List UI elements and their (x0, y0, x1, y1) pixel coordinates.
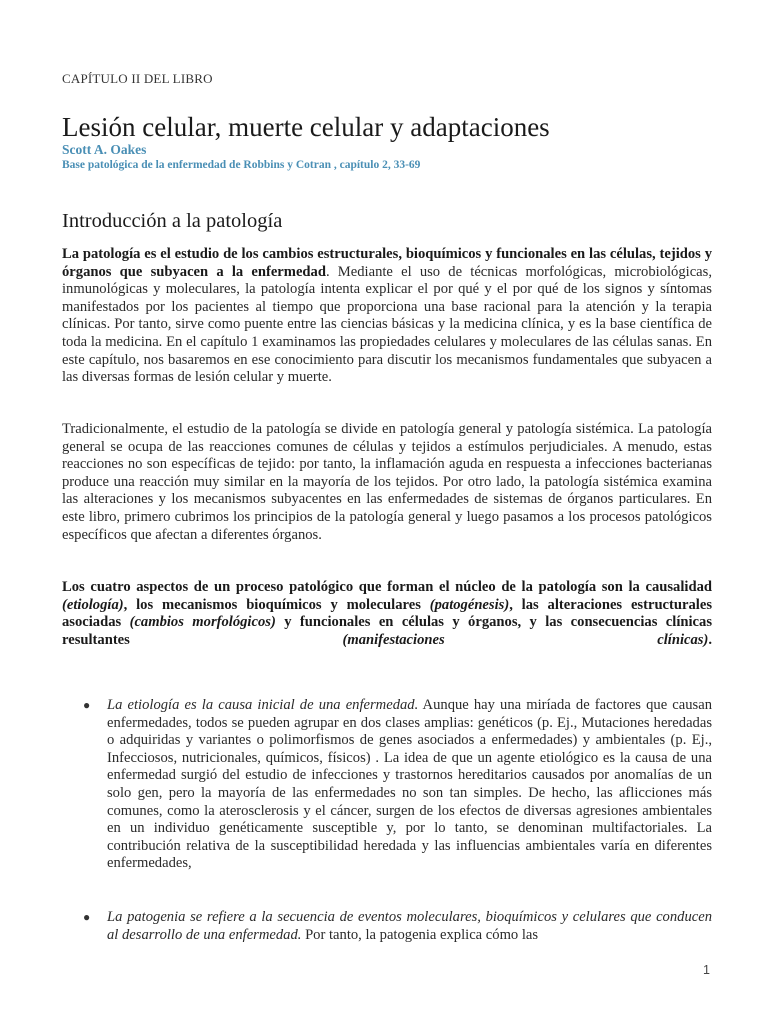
paragraph-intro-bold: La patología es el estudio de los cambios estructurales, bioquímicos y funcionales en las células, tejidos y órganos que subyacen a la enfermedad (62, 246, 712, 280)
bullet-italic-lead: La etiología es la causa inicial de una enfermedad. (107, 697, 419, 713)
four-aspects-term-etiology: (etiología) (62, 596, 124, 613)
paragraph-intro (62, 246, 712, 387)
bullet-marker: ● (83, 910, 91, 924)
bullet-marker: ● (83, 698, 91, 712)
four-aspects-text-a: Los cuatro aspectos de un proceso patológico que forman el núcleo de la patología son la causalidad (62, 579, 712, 595)
list-item (83, 697, 712, 873)
paragraph-four-aspects (62, 579, 712, 649)
four-aspects-term-clinical: (manifestaciones clínicas) (342, 631, 709, 648)
document-title: Lesión celular, muerte celular y adaptaciones (62, 112, 550, 142)
four-aspects-text-c: , los mecanismos bioquímicos y moleculares (123, 596, 430, 613)
author-name: Scott A. Oakes (62, 142, 147, 157)
paragraph-intro-text: . Mediante el uso de técnicas morfológicas, microbiológicas, inmunológicas y moleculares, la patología intenta explicar el por qué y el por qué de los signos y síntomas manifestados por los pacientes al tiempo que proporciona una base racional para la atención y la terapia clínicas. Por tanto, sirve como puente entre las ciencias básicas y la medicina clínica, y es la base científica de toda la medicina. En el capítulo 1 examinamos las propiedades celulares y moleculares de las células sanas. En este capítulo, nos basaremos en ese conocimiento para discutir los mecanismos fundamentales que subyacen a las diversas formas de lesión celular y muerte. (62, 263, 712, 386)
bullet-text: Por tanto, la patogenia explica cómo las (301, 926, 539, 943)
source-citation: Base patológica de la enfermedad de Robbins y Cotran , capítulo 2, 33-69 (62, 159, 421, 171)
four-aspects-text-g: y funcionales en células y órganos, y las consecuencias clínicas resultantes (62, 614, 713, 648)
chapter-label: CAPÍTULO II DEL LIBRO (62, 71, 213, 86)
section-heading: Introducción a la patología (62, 210, 283, 232)
list-item (83, 909, 712, 944)
paragraph-traditional: Tradicionalmente, el estudio de la patología se divide en patología general y patología sistémica. La patología general se ocupa de las reacciones comunes de células y tejidos a estímulos perjudiciales. A menudo, estas reacciones no son específicas de tejido: por tanto, la inflamación aguda en respuesta a infecciones bacterianas produce una reacción muy similar en la mayoría de los tejidos. Por otro lado, la patología sistémica examina las alteraciones y los mecanismos subyacentes en las enfermedades de sistemas de órganos particulares. En este libro, primero cubrimos los principios de la patología general y luego pasamos a los procesos patológicos específicos que afectan a diferentes órganos. (62, 421, 712, 543)
page-number: 1 (703, 963, 710, 977)
four-aspects-term-pathogenesis: (patogénesis) (429, 596, 510, 613)
bullet-italic-lead: La patogenia se refiere a la secuencia de eventos moleculares, bioquímicos y celulares que conducen al desarrollo de una enfermedad. (107, 909, 712, 943)
bullet-text: Aunque hay una miríada de factores que causan enfermedades, todos se pueden agrupar en dos clases amplias: genéticos (p. Ej., Mutaciones heredadas o adquiridas y variantes o polimorfismos de genes asociados a enfermedades) y ambientales (p. Ej., Infecciosos, nutricionales, químicos, físicos) . La idea de que un agente etiológico es la causa de una enfermedad surgió del estudio de infecciones y trastornos hereditarios causados por anomalías de un solo gen, pero la mayoría de las enfermedades no son tan simples. De hecho, las aflicciones más comunes, como la aterosclerosis y el cáncer, surgen de los efectos de diversas agresiones ambientales en un individuo genéticamente susceptible y, por lo tanto, se denominan multifactoriales. La contribución relativa de la susceptibilidad heredada y las influencias ambientales varía en diferentes enfermedades, (107, 697, 712, 872)
four-aspects-term-morphology: (cambios morfológicos) (129, 614, 276, 631)
four-aspects-text-i: . (708, 631, 713, 648)
four-aspects-text-e: , las alteraciones estructurales asociadas (62, 596, 712, 631)
